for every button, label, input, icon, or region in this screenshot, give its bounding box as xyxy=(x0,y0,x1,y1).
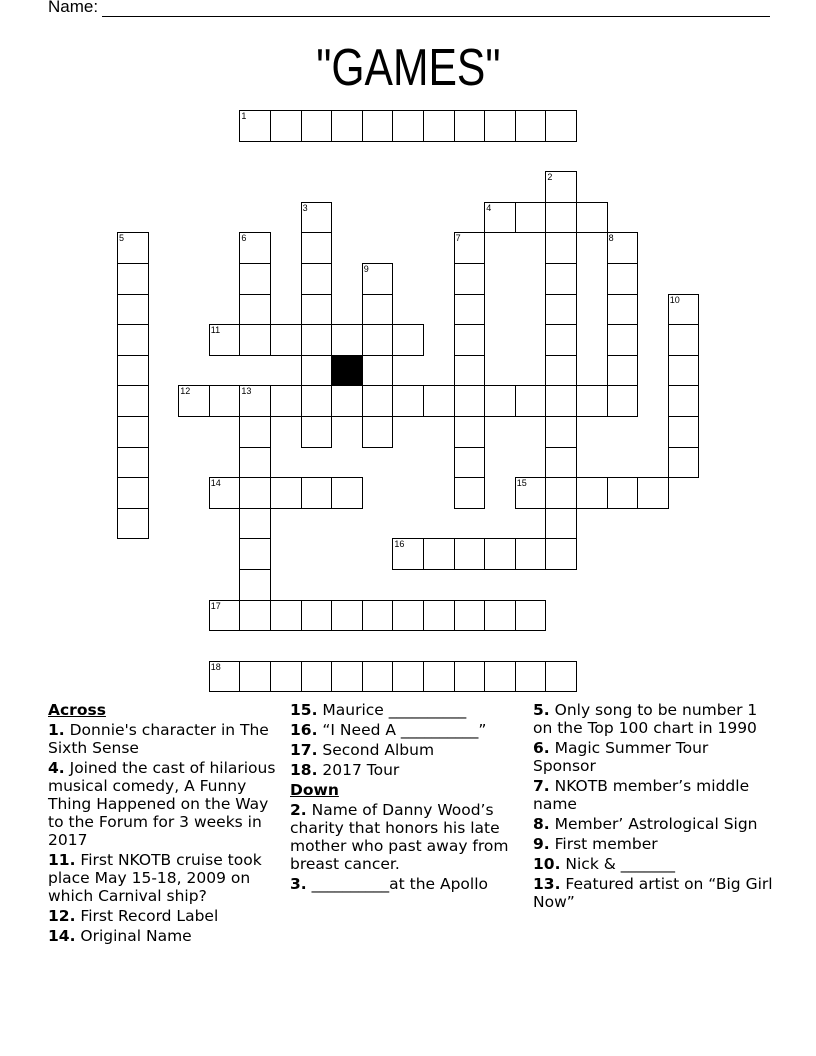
grid-cell[interactable] xyxy=(178,385,210,417)
cell-number: 2 xyxy=(547,172,553,183)
clue-number: 13 xyxy=(533,875,555,893)
grid-cell[interactable] xyxy=(362,294,394,326)
grid-cell[interactable] xyxy=(454,416,486,448)
grid-cell[interactable] xyxy=(301,294,333,326)
grid-cell[interactable] xyxy=(545,171,577,203)
cell-number: 17 xyxy=(210,600,221,611)
clue-text: Featured artist on “Big Girl Now” xyxy=(533,875,773,911)
grid-cell[interactable] xyxy=(454,294,486,326)
grid-cell[interactable] xyxy=(362,110,394,142)
grid-cell[interactable] xyxy=(454,110,486,142)
grid-cell[interactable] xyxy=(301,232,333,264)
grid-cell[interactable] xyxy=(362,324,394,356)
grid-cell[interactable] xyxy=(454,355,486,387)
grid-cell[interactable] xyxy=(362,355,394,387)
grid-cell[interactable] xyxy=(515,600,547,632)
cell-number: 5 xyxy=(119,233,125,244)
grid-cell[interactable] xyxy=(239,538,271,570)
grid-cell[interactable] xyxy=(545,508,577,540)
grid-cell[interactable] xyxy=(117,447,149,479)
grid-cell[interactable] xyxy=(545,202,577,234)
clue-text: Member’ Astrological Sign xyxy=(554,815,758,833)
black-cell xyxy=(331,355,363,387)
grid-cell[interactable] xyxy=(239,600,271,632)
grid-cell[interactable] xyxy=(668,324,700,356)
grid-cell[interactable] xyxy=(515,661,547,693)
clue-number: 16 xyxy=(290,721,312,739)
grid-cell[interactable] xyxy=(209,324,241,356)
clue-number: 7 xyxy=(533,777,544,795)
grid-cell[interactable] xyxy=(392,324,424,356)
cell-number: 1 xyxy=(241,111,247,121)
grid-cell[interactable] xyxy=(392,600,424,632)
grid-cell[interactable] xyxy=(545,263,577,295)
grid-cell[interactable] xyxy=(668,447,700,479)
grid-cell[interactable] xyxy=(239,569,271,601)
grid-cell[interactable] xyxy=(301,600,333,632)
clue-number: 15 xyxy=(290,701,312,719)
clue-text: Magic Summer Tour Sponsor xyxy=(533,739,709,775)
clue-text: __________at the Apollo xyxy=(311,875,489,893)
grid-cell[interactable] xyxy=(331,661,363,693)
grid-cell[interactable] xyxy=(270,477,302,509)
grid-cell[interactable] xyxy=(607,232,639,264)
clue-down-3: 3. __________at the Apollo xyxy=(290,875,489,893)
grid-cell[interactable] xyxy=(362,416,394,448)
grid-cell[interactable] xyxy=(301,355,333,387)
grid-cell[interactable] xyxy=(515,202,547,234)
name-label: Name: xyxy=(48,0,99,16)
grid-cell[interactable] xyxy=(454,661,486,693)
grid-cell[interactable] xyxy=(270,324,302,356)
grid-cell[interactable] xyxy=(607,263,639,295)
grid-cell[interactable] xyxy=(270,385,302,417)
cell-number: 10 xyxy=(669,294,680,305)
clue-text: 2017 Tour xyxy=(322,761,400,779)
grid-cell[interactable] xyxy=(423,110,455,142)
grid-cell[interactable] xyxy=(668,385,700,417)
grid-cell[interactable] xyxy=(545,416,577,448)
clue-across-11: 11. First NKOTB cruise took place May 15-18, 2009 on which Carnival ship? xyxy=(48,851,262,905)
grid-cell[interactable] xyxy=(484,110,516,142)
grid-cell[interactable] xyxy=(209,661,241,693)
grid-cell[interactable] xyxy=(301,263,333,295)
grid-cell[interactable] xyxy=(515,110,547,142)
grid-cell[interactable] xyxy=(545,477,577,509)
clue-text: NKOTB member’s middle name xyxy=(533,777,750,813)
cell-number: 4 xyxy=(486,202,492,213)
clue-text: First Record Label xyxy=(80,907,219,925)
clue-down-9: 9. First member xyxy=(533,835,658,853)
grid-cell[interactable] xyxy=(331,324,363,356)
grid-cell[interactable] xyxy=(117,294,149,326)
cell-number: 15 xyxy=(516,478,527,489)
grid-cell[interactable] xyxy=(117,232,149,264)
grid-cell[interactable] xyxy=(454,232,486,264)
grid-cell[interactable] xyxy=(301,110,333,142)
grid-cell[interactable] xyxy=(637,477,669,509)
grid-cell[interactable] xyxy=(239,477,271,509)
grid-cell[interactable] xyxy=(484,600,516,632)
grid-cell[interactable] xyxy=(545,324,577,356)
grid-cell[interactable] xyxy=(392,661,424,693)
clue-text: “I Need A __________” xyxy=(322,721,487,739)
clue-text: Original Name xyxy=(80,927,192,945)
across-heading: Across xyxy=(48,701,106,719)
grid-cell[interactable] xyxy=(454,477,486,509)
grid-cell[interactable] xyxy=(117,263,149,295)
grid-cell[interactable] xyxy=(117,355,149,387)
grid-cell[interactable] xyxy=(301,202,333,234)
clue-text: Second Album xyxy=(322,741,435,759)
grid-cell[interactable] xyxy=(239,661,271,693)
clue-number: 18 xyxy=(290,761,312,779)
grid-cell[interactable] xyxy=(454,385,486,417)
grid-cell[interactable] xyxy=(545,232,577,264)
grid-cell[interactable] xyxy=(239,324,271,356)
grid-cell[interactable] xyxy=(576,385,608,417)
clue-across-1: 1. Donnie's character in The Sixth Sense xyxy=(48,721,269,757)
grid-cell[interactable] xyxy=(270,600,302,632)
down-heading: Down xyxy=(290,781,339,799)
grid-cell[interactable] xyxy=(484,661,516,693)
grid-cell[interactable] xyxy=(484,538,516,570)
clue-across-12: 12. First Record Label xyxy=(48,907,219,925)
grid-cell[interactable] xyxy=(117,416,149,448)
grid-cell[interactable] xyxy=(239,294,271,326)
clue-number: 8 xyxy=(533,815,544,833)
grid-cell[interactable] xyxy=(515,538,547,570)
grid-cell[interactable] xyxy=(454,600,486,632)
clue-text: Joined the cast of hilarious musical comedy, A Funny Thing Happened on the Way to the Forum for 3 weeks in 2017 xyxy=(48,759,276,849)
clue-number: 11 xyxy=(48,851,70,869)
clue-number: 2 xyxy=(290,801,301,819)
clue-text: Name of Danny Wood’s charity that honors his late mother who past away from breast cancer. xyxy=(290,801,509,873)
clue-number: 3 xyxy=(290,875,301,893)
clue-across-4: 4. Joined the cast of hilarious musical comedy, A Funny Thing Happened on the Way to the Forum for 3 weeks in 2017 xyxy=(48,759,276,849)
grid-cell[interactable] xyxy=(362,385,394,417)
grid-cell[interactable] xyxy=(331,110,363,142)
grid-cell[interactable] xyxy=(423,538,455,570)
grid-cell[interactable] xyxy=(117,324,149,356)
grid-cell[interactable] xyxy=(545,110,577,142)
clue-down-2: 2. Name of Danny Wood’s charity that honors his late mother who past away from breast cancer. xyxy=(290,801,509,873)
cell-number: 8 xyxy=(608,233,614,244)
grid-cell[interactable] xyxy=(545,385,577,417)
grid-cell[interactable] xyxy=(454,263,486,295)
clue-text: Nick & _______ xyxy=(565,855,675,873)
clue-across-18: 18. 2017 Tour xyxy=(290,761,400,779)
grid-cell[interactable] xyxy=(117,385,149,417)
grid-cell[interactable] xyxy=(392,110,424,142)
grid-cell[interactable] xyxy=(392,385,424,417)
grid-cell[interactable] xyxy=(668,355,700,387)
clue-number: 1 xyxy=(48,721,59,739)
grid-cell[interactable] xyxy=(270,110,302,142)
clue-across-15: 15. Maurice __________ xyxy=(290,701,467,719)
grid-cell[interactable] xyxy=(484,202,516,234)
cell-number: 3 xyxy=(302,202,308,213)
cell-number: 9 xyxy=(363,264,369,274)
grid-cell[interactable] xyxy=(239,447,271,479)
clue-number: 14 xyxy=(48,927,70,945)
clue-down-13: 13. Featured artist on “Big Girl Now” xyxy=(533,875,773,911)
grid-cell[interactable] xyxy=(209,477,241,509)
grid-cell[interactable] xyxy=(117,508,149,540)
grid-cell[interactable] xyxy=(423,385,455,417)
grid-cell[interactable] xyxy=(301,385,333,417)
grid-cell[interactable] xyxy=(239,263,271,295)
grid-cell[interactable] xyxy=(301,324,333,356)
grid-cell[interactable] xyxy=(545,661,577,693)
grid-cell[interactable] xyxy=(515,385,547,417)
clue-text: Maurice __________ xyxy=(322,701,467,719)
grid-cell[interactable] xyxy=(239,385,271,417)
grid-cell[interactable] xyxy=(239,110,271,142)
clue-number: 12 xyxy=(48,907,70,925)
grid-cell[interactable] xyxy=(117,477,149,509)
grid-cell[interactable] xyxy=(454,538,486,570)
grid-cell[interactable] xyxy=(545,294,577,326)
clue-down-7: 7. NKOTB member’s middle name xyxy=(533,777,750,813)
grid-cell[interactable] xyxy=(607,385,639,417)
grid-cell[interactable] xyxy=(607,324,639,356)
grid-cell[interactable] xyxy=(484,385,516,417)
clue-text: First NKOTB cruise took place May 15-18, 2009 on which Carnival ship? xyxy=(48,851,262,905)
clue-number: 4 xyxy=(48,759,59,777)
clues-column-1 xyxy=(48,701,286,947)
grid-cell[interactable] xyxy=(331,477,363,509)
grid-cell[interactable] xyxy=(331,600,363,632)
clues-column-2 xyxy=(290,701,530,895)
grid-cell[interactable] xyxy=(362,600,394,632)
cell-number: 16 xyxy=(394,539,405,550)
grid-cell[interactable] xyxy=(545,355,577,387)
puzzle-title-text: "GAMES" xyxy=(315,39,501,97)
grid-cell[interactable] xyxy=(301,477,333,509)
grid-cell[interactable] xyxy=(301,661,333,693)
clue-text: Donnie's character in The Sixth Sense xyxy=(48,721,269,757)
clue-number: 17 xyxy=(290,741,312,759)
grid-cell[interactable] xyxy=(270,661,302,693)
grid-cell[interactable] xyxy=(209,600,241,632)
cell-number: 7 xyxy=(455,233,461,244)
cell-number: 12 xyxy=(180,386,191,397)
grid-cell[interactable] xyxy=(607,477,639,509)
grid-cell[interactable] xyxy=(423,600,455,632)
grid-cell[interactable] xyxy=(576,477,608,509)
clue-across-17: 17. Second Album xyxy=(290,741,435,759)
grid-cell[interactable] xyxy=(239,508,271,540)
clue-number: 9 xyxy=(533,835,544,853)
grid-cell[interactable] xyxy=(209,385,241,417)
grid-cell[interactable] xyxy=(454,324,486,356)
grid-cell[interactable] xyxy=(607,355,639,387)
grid-cell[interactable] xyxy=(239,232,271,264)
grid-cell[interactable] xyxy=(239,416,271,448)
grid-cell[interactable] xyxy=(545,538,577,570)
grid-cell[interactable] xyxy=(454,447,486,479)
clue-across-14: 14. Original Name xyxy=(48,927,192,945)
grid-cell[interactable] xyxy=(362,263,394,295)
clue-down-5: 5. Only song to be number 1 on the Top 100 chart in 1990 xyxy=(533,701,758,737)
clues-column-3 xyxy=(533,701,773,913)
cell-number: 6 xyxy=(241,233,247,244)
clue-number: 5 xyxy=(533,701,544,719)
grid-cell[interactable] xyxy=(301,416,333,448)
grid-cell[interactable] xyxy=(331,385,363,417)
grid-cell[interactable] xyxy=(515,477,547,509)
clue-text: First member xyxy=(554,835,658,853)
grid-cell[interactable] xyxy=(545,447,577,479)
grid-cell[interactable] xyxy=(668,416,700,448)
cell-number: 13 xyxy=(241,386,252,397)
clue-down-8: 8. Member’ Astrological Sign xyxy=(533,815,758,833)
grid-cell[interactable] xyxy=(576,202,608,234)
cell-number: 14 xyxy=(210,478,221,489)
grid-cell[interactable] xyxy=(423,661,455,693)
clue-number: 6 xyxy=(533,739,544,757)
clue-down-6: 6. Magic Summer Tour Sponsor xyxy=(533,739,709,775)
grid-cell[interactable] xyxy=(668,294,700,326)
clue-across-16: 16. “I Need A __________” xyxy=(290,721,487,739)
cell-number: 18 xyxy=(210,661,221,672)
clue-text: Only song to be number 1 on the Top 100 chart in 1990 xyxy=(533,701,758,737)
cell-number: 11 xyxy=(210,325,221,336)
clue-number: 10 xyxy=(533,855,555,873)
grid-cell[interactable] xyxy=(607,294,639,326)
grid-cell[interactable] xyxy=(362,661,394,693)
grid-cell[interactable] xyxy=(392,538,424,570)
clue-down-10: 10. Nick & _______ xyxy=(533,855,675,873)
